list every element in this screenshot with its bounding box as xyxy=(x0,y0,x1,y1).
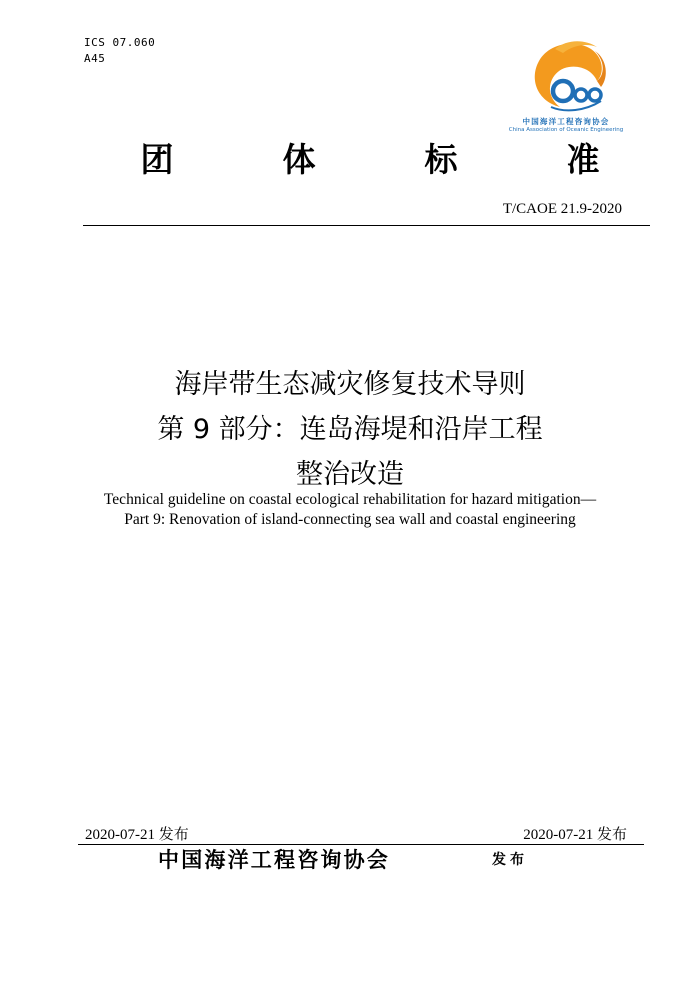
title-en-line1: Technical guideline on coastal ecological rehabilitation for hazard mitigation— xyxy=(103,491,597,508)
title-cn-line3: 整治改造 xyxy=(296,459,404,490)
doc-type-char: 标 xyxy=(424,140,458,179)
title-cn-line2: 第 9 部分：连岛海堤和沿岸工程 xyxy=(157,414,543,445)
logo-name-cn: 中国海洋工程咨询协会 xyxy=(522,117,610,126)
standard-number: T/CAOE 21.9-2020 xyxy=(502,201,622,217)
logo-name-en: China Association of Oceanic Engineering xyxy=(508,127,624,133)
document-type xyxy=(135,138,605,182)
title-en-line2: Part 9: Renovation of island-connecting sea wall and coastal engineering xyxy=(124,511,576,528)
publisher-suffix: 发布 xyxy=(492,852,528,868)
publisher-name: 中国海洋工程咨询协会 xyxy=(158,848,390,872)
header-divider xyxy=(83,225,650,226)
ics-ccs-codes xyxy=(84,35,155,67)
ccs-code: A45 xyxy=(84,52,106,65)
doc-type-char: 准 xyxy=(566,140,600,179)
doc-type-char: 团 xyxy=(140,140,174,179)
doc-type-char: 体 xyxy=(282,140,316,179)
ics-code: ICS 07.060 xyxy=(84,36,156,49)
issue-date: 2020-07-21 发布 xyxy=(85,827,189,843)
title-cn-line1: 海岸带生态减灾修复技术导则 xyxy=(174,369,526,400)
implement-date: 2020-07-21 发布 xyxy=(523,827,627,843)
